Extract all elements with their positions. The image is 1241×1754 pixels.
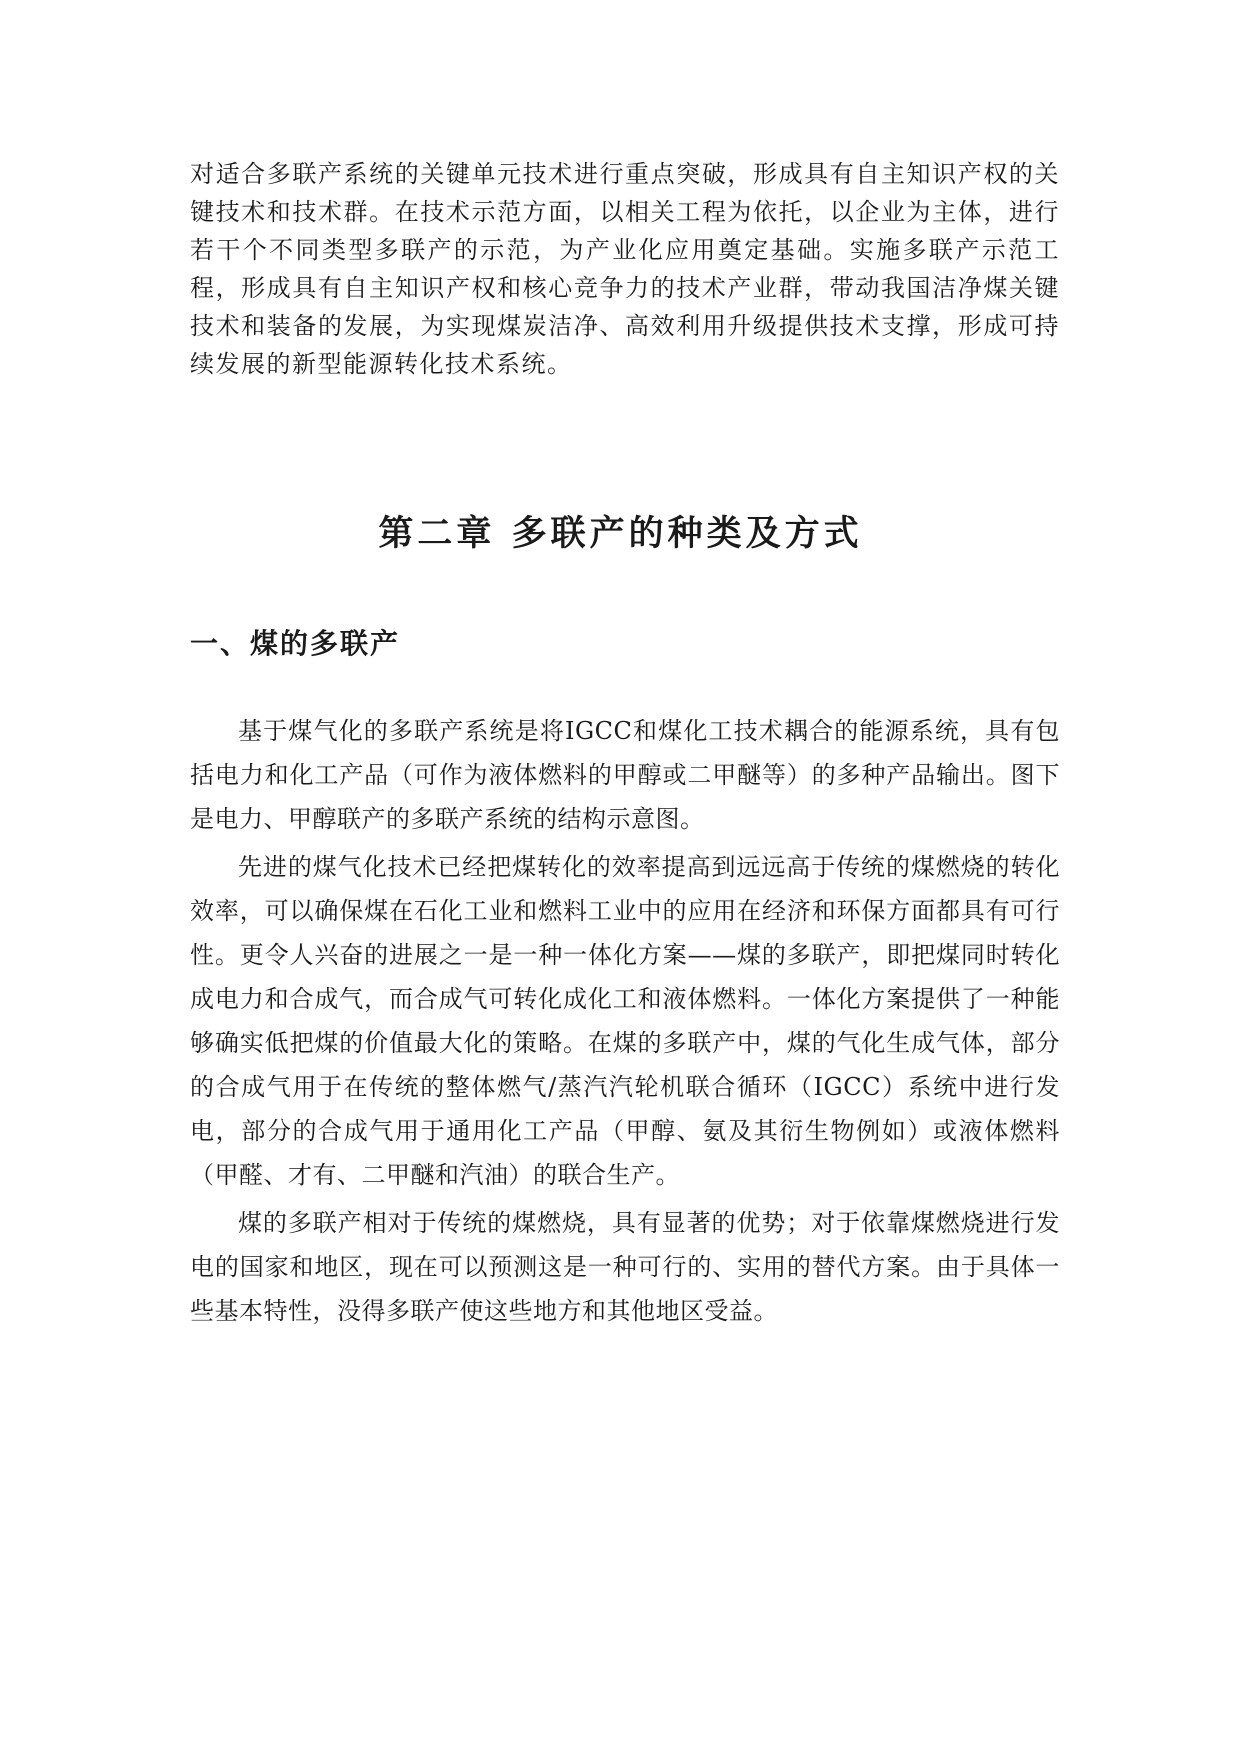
section-body	[190, 709, 1060, 1337]
body-paragraph: 先进的煤气化技术已经把煤转化的效率提高到远远高于传统的煤燃烧的转化效率，可以确保煤在石化工业和燃料工业中的应用在经济和环保方面都具有可行性。更令人兴奋的进展之一是一种一体化方案——煤的多联产，即把煤同时转化成电力和合成气，而合成气可转化成化工和液体燃料。一体化方案提供了一种能够确实低把煤的价值最大化的策略。在煤的多联产中，煤的气化生成气体，部分的合成气用于在传统的整体燃气/蒸汽汽轮机联合循环（IGCC）系统中进行发电，部分的合成气用于通用化工产品（甲醇、氨及其衍生物例如）或液体燃料（甲醛、才有、二甲醚和汽油）的联合生产。	[190, 853, 1060, 1189]
section-title: 一、煤的多联产	[190, 627, 401, 660]
intro-paragraph: 对适合多联产系统的关键单元技术进行重点突破，形成具有自主知识产权的关键技术和技术群。在技术示范方面，以相关工程为依托，以企业为主体，进行若干个不同类型多联产的示范，为产业化应用奠定基础。实施多联产示范工程，形成具有自主知识产权和核心竞争力的技术产业群，带动我国洁净煤关键技术和装备的发展，为实现煤炭洁净、高效利用升级提供技术支撑，形成可持续发展的新型能源转化技术系统。	[190, 160, 1060, 378]
body-paragraph: 煤的多联产相对于传统的煤燃烧，具有显著的优势；对于依靠煤燃烧进行发电的国家和地区，现在可以预测这是一种可行的、实用的替代方案。由于具体一些基本特性，没得多联产使这些地方和其他地区受益。	[190, 1209, 1060, 1325]
chapter-title: 第二章 多联产的种类及方式	[378, 514, 863, 554]
body-paragraph: 基于煤气化的多联产系统是将IGCC和煤化工技术耦合的能源系统，具有包括电力和化工产品（可作为液体燃料的甲醇或二甲醚等）的多种产品输出。图下是电力、甲醇联产的多联产系统的结构示意图。	[190, 717, 1060, 833]
